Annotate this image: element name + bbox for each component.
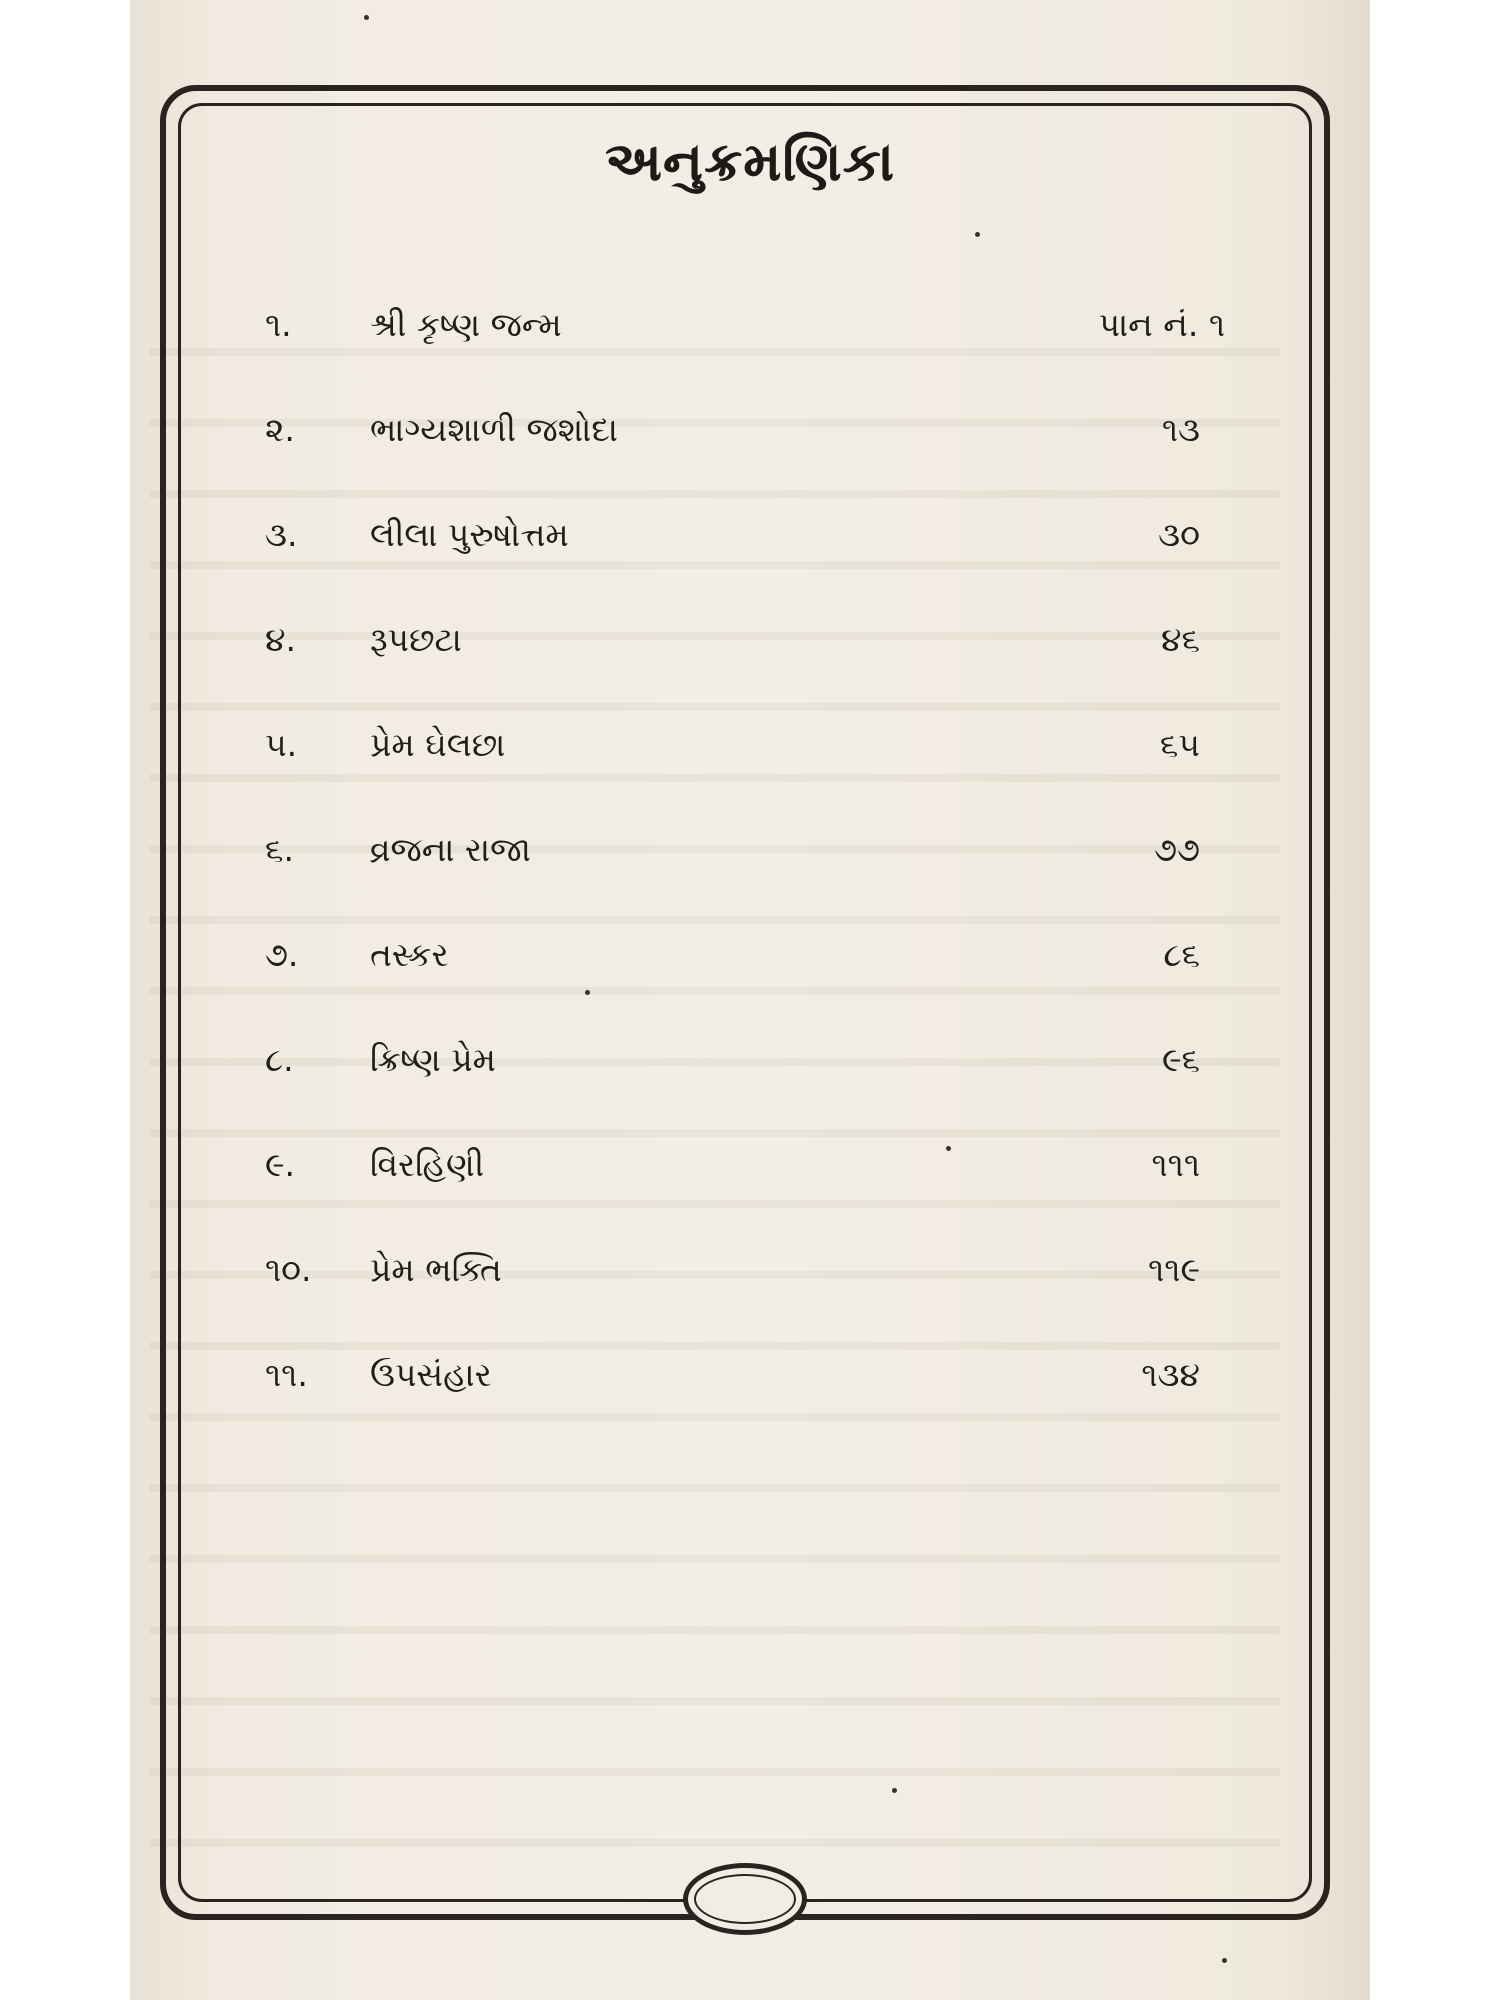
- chapter-title: પ્રેમ ભક્તિ: [370, 1250, 502, 1289]
- chapter-page: ૧૩૪: [1141, 1355, 1200, 1394]
- page-number-label: પાન નં.: [1098, 305, 1199, 344]
- chapter-number: ૮.: [265, 1040, 294, 1079]
- chapter-title: રૂપછટા: [370, 620, 462, 659]
- chapter-number: ૧૦.: [265, 1250, 312, 1289]
- chapter-number: ૨.: [265, 410, 295, 449]
- chapter-title: ભાગ્યશાળી જશોદા: [370, 410, 618, 449]
- chapter-title: વ્રજના રાજા: [370, 830, 531, 869]
- chapter-number: ૯.: [265, 1145, 296, 1184]
- chapter-title: તસ્કર: [370, 935, 449, 974]
- chapter-number: ૫.: [265, 725, 298, 764]
- chapter-title: શ્રી કૃષ્ણ જન્મ: [370, 305, 562, 344]
- chapter-title: ક્રિષ્ણ પ્રેમ: [370, 1040, 496, 1079]
- chapter-title: વિરહિણી: [370, 1145, 485, 1184]
- toc-entry: [0, 305, 1500, 365]
- chapter-page: ૧૧૯: [1148, 1250, 1200, 1289]
- chapter-page-with-label: [1099, 305, 1225, 345]
- toc-entry: [0, 620, 1500, 680]
- toc-entry: [0, 830, 1500, 890]
- toc-entry: [0, 1040, 1500, 1100]
- toc-entry: [0, 1250, 1500, 1310]
- chapter-number: ૩.: [265, 515, 298, 554]
- chapter-page: ૯૬: [1161, 1040, 1200, 1079]
- toc-entry: [0, 1355, 1500, 1415]
- toc-entry: [0, 725, 1500, 785]
- chapter-number: ૬.: [265, 830, 294, 869]
- toc-entry: [0, 1145, 1500, 1205]
- chapter-page: ૧૧૧: [1151, 1145, 1200, 1184]
- toc-entry: [0, 410, 1500, 470]
- chapter-number: ૧૧.: [265, 1355, 308, 1394]
- chapter-page: ૬૫: [1159, 725, 1200, 764]
- chapter-number: ૪.: [265, 620, 296, 659]
- toc-entry: [0, 935, 1500, 995]
- chapter-page: ૩૦: [1158, 515, 1200, 554]
- chapter-page: ૮૬: [1163, 935, 1200, 974]
- chapter-title: ઉપસંહાર: [370, 1355, 492, 1394]
- chapter-page: ૭૭: [1154, 830, 1200, 869]
- chapter-number: ૧.: [265, 305, 292, 344]
- page-title: અનુક્રમણિકા: [604, 130, 896, 193]
- chapter-number: ૭.: [265, 935, 299, 974]
- toc-entry: [0, 515, 1500, 575]
- chapter-title: લીલા પુરુષોત્તમ: [370, 515, 569, 554]
- chapter-page: ૧: [1208, 305, 1225, 344]
- chapter-page: ૧૩: [1161, 410, 1200, 449]
- chapter-page: ૪૬: [1161, 620, 1200, 659]
- chapter-title: પ્રેમ ઘેલછા: [370, 725, 506, 764]
